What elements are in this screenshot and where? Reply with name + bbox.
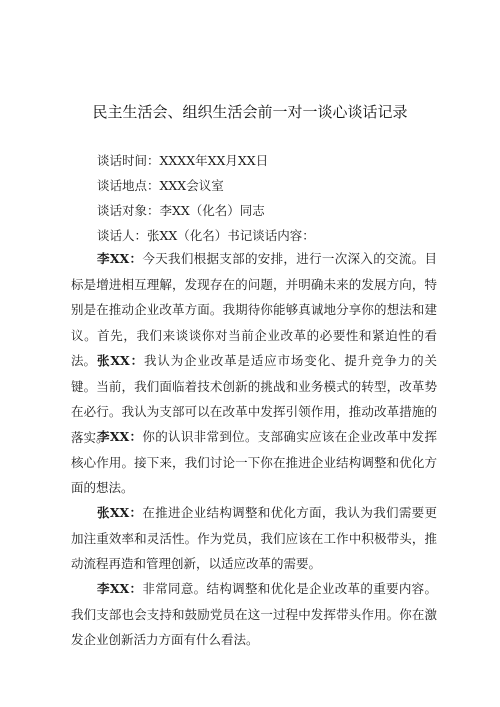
paragraph-text: 我认为企业改革是适应市场变化、提升竞争力的关键。当前，我们面临着技术创新的挑战和业务模式的转型，改革势在必行。我认为支部可以在改革中发挥引领作用，推动改革措施的落实。: [71, 353, 437, 445]
meta-speaker: 谈话人：张XX（化名）书记谈话内容：: [97, 228, 315, 243]
speaker-label: 李XX：: [97, 429, 143, 444]
meta-place: 谈话地点：XXX会议室: [97, 178, 224, 193]
speaker-label: 张XX：: [97, 505, 143, 520]
dialogue-paragraph-5: [71, 576, 437, 653]
paragraph-text: 你的认识非常到位。支部确实应该在企业改革中发挥核心作用。接下来，我们讨论一下你在推进企业结构调整和优化方面的想法。: [71, 429, 437, 495]
paragraph-text: 在推进企业结构调整和优化方面，我认为我们需要更加注重效率和灵活性。作为党员，我们应该在工作中积极带头，推动流程再造和管理创新，以适应改革的需要。: [71, 505, 437, 571]
paragraph-text: 非常同意。结构调整和优化是企业改革的重要内容。我们支部也会支持和鼓励党员在这一过程中发挥带头作用。你在激发企业创新活力方面有什么看法。: [71, 581, 437, 647]
speaker-label: 张XX：: [97, 353, 144, 368]
dialogue-paragraph-3: [71, 424, 437, 501]
speaker-label: 李XX：: [97, 581, 143, 596]
document-title: 民主生活会、组织生活会前一对一谈心谈话记录: [92, 103, 408, 121]
meta-time: 谈话时间：XXXX年XX月XX日: [97, 153, 269, 168]
speaker-label: 李XX：: [97, 251, 143, 266]
paragraph-text: 今天我们根据支部的安排，进行一次深入的交流。目标是增进相互理解，发现存在的问题，并明确未来的发展方向，特别是在推动企业改革方面。我期待你能够真诚地分享你的想法和建议。首先，我们来谈谈你对当前企业改革的必要性和紧迫性的看法。: [71, 251, 437, 368]
meta-target: 谈话对象：李XX（化名）同志: [97, 203, 265, 218]
dialogue-paragraph-4: [71, 500, 437, 577]
